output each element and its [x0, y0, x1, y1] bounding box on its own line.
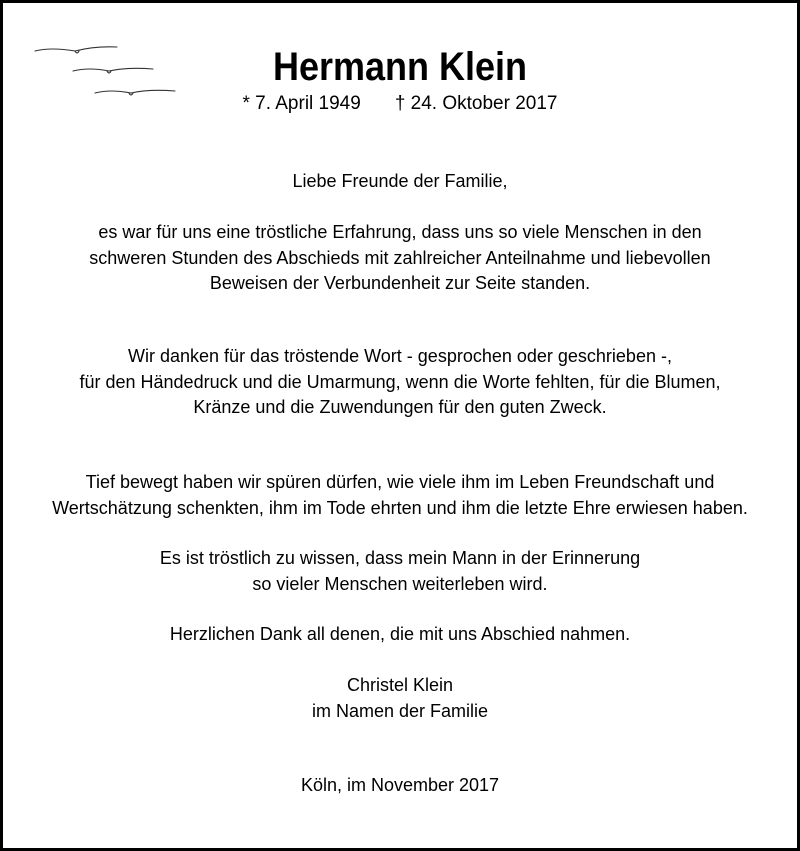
life-dates: [3, 92, 797, 116]
signature: [3, 673, 797, 724]
place-date: [3, 773, 797, 799]
paragraph-memory: [3, 546, 797, 597]
closing-thanks: [3, 622, 797, 648]
birth-date: * 7. April 1949: [242, 93, 361, 114]
place-date-text: Köln, im November 2017: [300, 775, 500, 795]
signature-name: Christel Klein: [346, 675, 454, 695]
death-date: † 24. Oktober 2017: [394, 93, 558, 114]
deceased-name: Hermann Klein: [272, 45, 528, 89]
paragraph-thanks-words: [3, 344, 797, 421]
salutation: [3, 169, 797, 195]
paragraph-experience: [3, 220, 797, 297]
paragraph-line: es war für uns eine tröstliche Erfahrung, dass uns so viele Menschen in den: [98, 222, 702, 242]
paragraph-line: Es ist tröstlich zu wissen, dass mein Mann in der Erinnerung: [159, 548, 641, 568]
paragraph-line: schweren Stunden des Abschieds mit zahlreicher Anteilnahme und liebevollen: [89, 247, 711, 268]
closing-thanks-text: Herzlichen Dank all denen, die mit uns Abschied nahmen.: [169, 624, 631, 644]
paragraph-line: Beweisen der Verbundenheit zur Seite standen.: [209, 273, 591, 293]
paragraph-moved: [3, 470, 797, 521]
salutation-text: Liebe Freunde der Familie,: [292, 171, 508, 191]
signature-on-behalf: im Namen der Familie: [311, 700, 489, 721]
paragraph-line: Kränze und die Zuwendungen für den guten Zweck.: [193, 397, 607, 417]
paragraph-line: Wertschätzung schenkten, ihm im Tode ehrten und ihm die letzte Ehre erwiesen haben.: [52, 497, 748, 518]
paragraph-line: so vieler Menschen weiterleben wird.: [252, 573, 548, 594]
paragraph-line: Wir danken für das tröstende Wort - gesprochen oder geschrieben -,: [128, 346, 672, 366]
paragraph-line: Tief bewegt haben wir spüren dürfen, wie viele ihm im Leben Freundschaft und: [85, 472, 715, 492]
paragraph-line: für den Händedruck und die Umarmung, wenn die Worte fehlten, für die Blumen,: [79, 371, 721, 392]
